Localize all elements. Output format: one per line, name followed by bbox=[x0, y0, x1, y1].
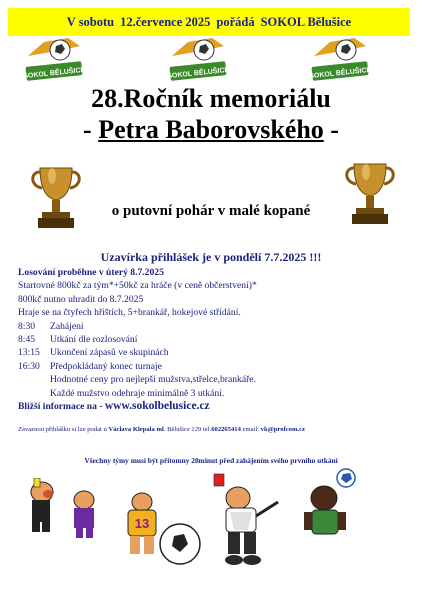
more-info bbox=[18, 400, 413, 413]
info-block bbox=[18, 266, 413, 413]
payment-deadline: 800kč nutno uhradit do 8.7.2025 bbox=[18, 293, 144, 305]
banner-club: SOKOL Bělušice bbox=[260, 14, 352, 29]
banner-day: V sobotu bbox=[66, 14, 115, 29]
game-rules: Hraje se na čtyřech hřištích, 5+brankář, hokejové střídání. bbox=[18, 307, 241, 319]
registration-deadline: Uzavírka přihlášek je v pondělí 7.7.2025 !!! bbox=[100, 250, 322, 264]
schedule-text: Předpokládaný konec turnaje bbox=[50, 360, 162, 372]
jersey-number: 13 bbox=[134, 516, 150, 531]
svg-text:SOKOL BĚLUŠICE: SOKOL BĚLUŠICE bbox=[167, 66, 230, 81]
memorial-name: Petra Baborovského bbox=[98, 115, 324, 144]
entry-fee: Startovné 800kč za tým*+50kč za hráče (v ceně občerstvení)* bbox=[18, 280, 257, 292]
sokol-logo-graphic bbox=[308, 34, 372, 86]
sokol-logo-center bbox=[166, 34, 230, 86]
dash-left: - bbox=[83, 115, 92, 144]
sokol-logo-left bbox=[22, 34, 86, 86]
soccer-player-cartoon bbox=[300, 466, 410, 546]
contact-phone: 602265414 bbox=[211, 426, 241, 433]
contact-email[interactable]: vk@profcom.cz bbox=[260, 426, 305, 433]
goalkeeper-cartoon bbox=[208, 472, 304, 572]
contact-address: . Bělušice 129 tel. bbox=[163, 426, 212, 433]
schedule-item bbox=[18, 360, 413, 373]
prizes-note: Hodnotné ceny pro nejlepší mužstva,střelce,brankáře. bbox=[50, 374, 256, 386]
schedule-text: Ukončení zápasů ve skupinách bbox=[50, 347, 169, 359]
schedule-time: 16:30 bbox=[18, 360, 40, 372]
schedule-time: 8:30 bbox=[18, 320, 36, 332]
schedule-item bbox=[18, 346, 413, 359]
contact-email-label: email: bbox=[240, 426, 261, 433]
schedule-text: Zahájení bbox=[50, 320, 84, 332]
contact-line bbox=[18, 426, 418, 433]
tournament-subtitle: o putovní pohár v malé kopané bbox=[111, 203, 311, 219]
sokol-logo-graphic bbox=[166, 34, 230, 86]
schedule-time: 8:45 bbox=[18, 334, 36, 346]
matches-note: Každé mužstvo odehraje minimálně 3 utkání. bbox=[50, 387, 225, 399]
arrival-notice: Všechny týmy musí být přítomny 20minut před zahájením svého prvního utkání bbox=[84, 456, 338, 465]
memorial-name-line bbox=[0, 115, 422, 145]
website-link[interactable]: www.sokolbelusice.cz bbox=[104, 400, 210, 413]
draw-date: Losování proběhne v úterý 8.7.2025 bbox=[18, 267, 164, 278]
contact-prefix: Závaznou přihlášku si lze podat u bbox=[18, 426, 109, 433]
more-info-label: Bližší informace na - bbox=[18, 401, 105, 413]
schedule-item bbox=[18, 333, 413, 346]
schedule-item bbox=[18, 320, 413, 333]
schedule-text: Utkání dle rozlosování bbox=[50, 334, 138, 346]
banner-date: 12.července 2025 bbox=[120, 14, 211, 29]
memorial-title: 28.Ročník memoriálu bbox=[91, 84, 331, 113]
trophy-icon-left bbox=[28, 162, 84, 232]
contact-person: Václava Klepala ml bbox=[108, 426, 164, 433]
schedule-time: 13:15 bbox=[18, 347, 40, 359]
dash-right: - bbox=[330, 115, 339, 144]
sokol-logo-graphic bbox=[22, 34, 86, 86]
top-banner bbox=[8, 8, 410, 36]
banner-organizes: pořádá bbox=[216, 14, 255, 29]
player-13-cartoon bbox=[118, 492, 202, 568]
svg-text:SOKOL BĚLUŠICE: SOKOL BĚLUŠICE bbox=[23, 66, 86, 81]
sokol-logo-right bbox=[308, 34, 372, 86]
svg-text:SOKOL BĚLUŠICE: SOKOL BĚLUŠICE bbox=[309, 66, 372, 81]
referee-cartoon bbox=[18, 478, 108, 540]
